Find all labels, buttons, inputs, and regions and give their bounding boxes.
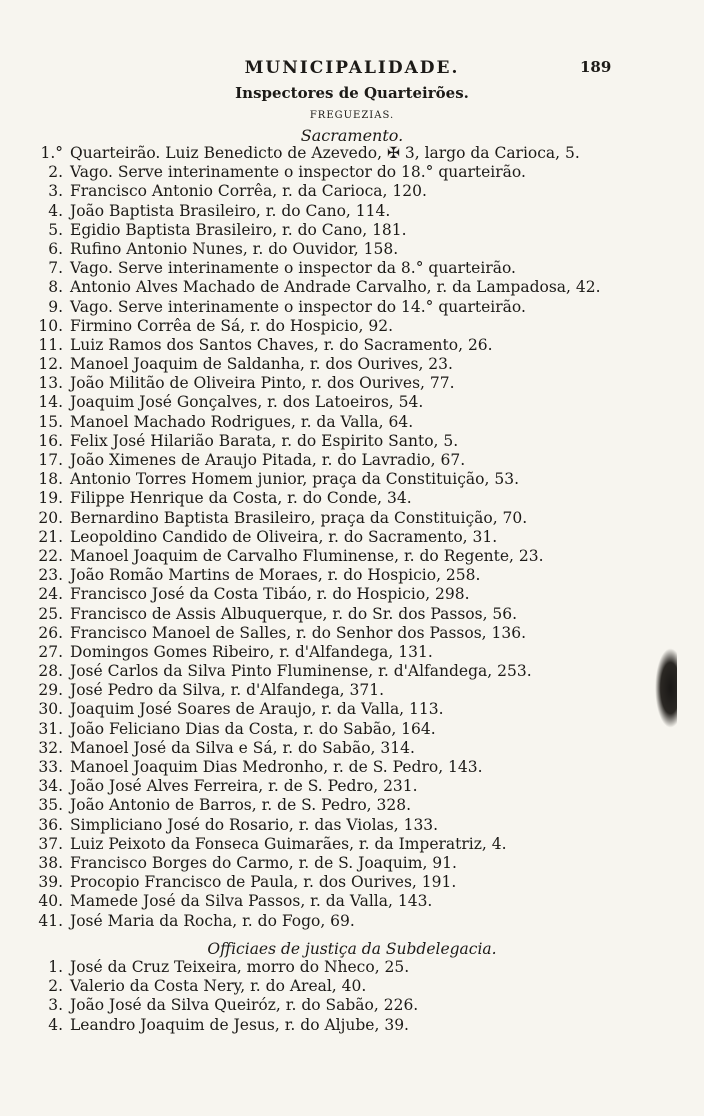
list-item — [30, 259, 680, 278]
entry-text: Antonio Torres Homem junior, praça da Constituição, 53. — [70, 470, 519, 489]
entry-text: João José da Silva Queiróz, r. do Sabão, 226. — [70, 996, 419, 1015]
entry-number: 34. — [38, 777, 63, 796]
entry-text: Francisco Borges do Carmo, r. de S. Joaquim, 91. — [70, 853, 457, 872]
list-item — [30, 182, 680, 201]
entry-text: Manoel José da Silva e Sá, r. do Sabão, 314. — [70, 738, 415, 757]
entry-number: 4. — [48, 1015, 63, 1034]
page-header-title: MUNICIPALIDADE. — [244, 58, 460, 78]
entry-text: Bernardino Baptista Brasileiro, praça da Constituição, 70. — [70, 508, 528, 527]
entry-text: Domingos Gomes Ribeiro, r. d'Alfandega, 131. — [70, 642, 433, 661]
entry-text: Joaquim José Gonçalves, r. dos Latoeiros, 54. — [70, 393, 424, 412]
entry-text: João Antonio de Barros, r. de S. Pedro, 328. — [70, 796, 412, 815]
entry-number: 36. — [38, 815, 63, 834]
list-item — [30, 912, 680, 931]
entry-number: 23. — [38, 566, 63, 585]
page-number: 189 — [580, 58, 612, 76]
parish-title: Sacramento. — [300, 126, 404, 145]
entry-text: José Maria da Rocha, r. do Fogo, 69. — [70, 911, 355, 930]
entry-number: 18. — [38, 470, 63, 489]
list-item — [30, 336, 680, 355]
entry-number: 22. — [38, 546, 63, 565]
entry-number: 13. — [38, 374, 63, 393]
list-item — [30, 355, 680, 374]
list-item — [30, 835, 680, 854]
list-item — [30, 585, 680, 604]
entry-text: Manoel Joaquim de Saldanha, r. dos Ourives, 23. — [70, 355, 453, 374]
entry-number: 2. — [48, 977, 63, 996]
entry-number: 5. — [48, 220, 63, 239]
list-item — [30, 451, 680, 470]
list-item — [30, 739, 680, 758]
list-item — [30, 317, 680, 336]
entry-number: 20. — [38, 508, 63, 527]
entry-number: 6. — [48, 239, 63, 258]
entry-text: Manoel Machado Rodrigues, r. da Valla, 64. — [70, 412, 414, 431]
list-item — [30, 643, 680, 662]
entry-number: 3. — [48, 182, 63, 201]
entry-number: 1.° — [40, 144, 63, 162]
list-item — [30, 605, 680, 624]
entry-text: Procopio Francisco de Paula, r. dos Ourives, 191. — [70, 873, 457, 892]
entry-text: Francisco Manoel de Salles, r. do Senhor dos Passos, 136. — [70, 623, 527, 642]
entry-text: Rufino Antonio Nunes, r. do Ouvidor, 158. — [70, 239, 399, 258]
list-item — [30, 221, 680, 240]
list-item — [30, 432, 680, 451]
entry-number: 3. — [48, 996, 63, 1015]
entry-number: 32. — [38, 738, 63, 757]
list-item — [30, 777, 680, 796]
list-item — [30, 958, 680, 977]
list-item — [30, 996, 680, 1015]
entry-number: 41. — [38, 911, 63, 930]
entry-text: Francisco José da Costa Tibáo, r. do Hospicio, 298. — [70, 585, 470, 604]
entry-text: João Baptista Brasileiro, r. do Cano, 114. — [70, 201, 391, 220]
entry-text: José Pedro da Silva, r. d'Alfandega, 371. — [70, 681, 385, 700]
entry-number: 37. — [38, 834, 63, 853]
section-title: Inspectores de Quarteirões. — [235, 84, 469, 102]
list-item — [30, 202, 680, 221]
entry-number: 25. — [38, 604, 63, 623]
entry-number: 12. — [38, 355, 63, 374]
entry-text: José Carlos da Silva Pinto Fluminense, r. d'Alfandega, 253. — [70, 662, 532, 681]
list-item — [30, 470, 680, 489]
list-item — [30, 489, 680, 508]
entry-number: 40. — [38, 892, 63, 911]
list-item — [30, 624, 680, 643]
entry-number: 8. — [48, 278, 63, 297]
entry-text: Egidio Baptista Brasileiro, r. do Cano, 181. — [70, 220, 407, 239]
officials-heading: Officiaes de justiça da Subdelegacia. — [207, 940, 497, 958]
entry-text: Vago. Serve interinamente o inspector do 14.° quarteirão. — [70, 297, 526, 316]
entry-text: João Ximenes de Araujo Pitada, r. do Lavradio, 67. — [70, 451, 466, 469]
list-item — [30, 528, 680, 547]
entry-text: Firmino Corrêa de Sá, r. do Hospicio, 92. — [70, 316, 394, 335]
section-subtitle: FREGUEZIAS. — [309, 110, 395, 121]
list-item — [30, 393, 680, 412]
entry-text: Joaquim José Soares de Araujo, r. da Valla, 113. — [70, 700, 444, 719]
entry-text: Quarteirão. Luiz Benedicto de Azevedo, ✠ 3, largo da Carioca, 5. — [70, 144, 580, 162]
list-item — [30, 1016, 680, 1035]
entry-text: Vago. Serve interinamente o inspector do 18.° quarteirão. — [70, 163, 526, 182]
list-item — [30, 298, 680, 317]
entry-number: 29. — [38, 681, 63, 700]
list-item — [30, 509, 680, 528]
entry-text: Francisco de Assis Albuquerque, r. do Sr. dos Passos, 56. — [70, 604, 518, 623]
inspectors-list — [30, 144, 680, 931]
list-item — [30, 144, 680, 163]
list-item — [30, 720, 680, 739]
list-item — [30, 854, 680, 873]
entry-number: 19. — [38, 489, 63, 508]
entry-number: 11. — [38, 335, 63, 354]
entry-number: 26. — [38, 623, 63, 642]
entry-number: 27. — [38, 642, 63, 661]
entry-number: 33. — [38, 758, 63, 776]
list-item — [30, 163, 680, 182]
list-item — [30, 700, 680, 719]
entry-number: 24. — [38, 585, 63, 604]
entry-text: Leandro Joaquim de Jesus, r. do Aljube, 39. — [70, 1015, 409, 1034]
entry-number: 39. — [38, 873, 63, 892]
entry-text: Luiz Peixoto da Fonseca Guimarães, r. da Imperatriz, 4. — [70, 834, 507, 853]
entry-number: 1. — [48, 958, 63, 976]
list-item — [30, 892, 680, 911]
entry-text: Francisco Antonio Corrêa, r. da Carioca, 120. — [70, 182, 427, 201]
list-item — [30, 796, 680, 815]
list-item — [30, 278, 680, 297]
entry-text: João Militão de Oliveira Pinto, r. dos Ourives, 77. — [70, 374, 455, 393]
entry-number: 31. — [38, 719, 63, 738]
entry-text: Valerio da Costa Nery, r. do Areal, 40. — [70, 977, 367, 996]
page-edge-mark — [655, 648, 677, 728]
entry-text: João José Alves Ferreira, r. de S. Pedro, 231. — [70, 777, 418, 796]
list-item — [30, 977, 680, 996]
list-item — [30, 816, 680, 835]
list-item — [30, 873, 680, 892]
entry-number: 17. — [38, 451, 63, 469]
entry-text: Simpliciano José do Rosario, r. das Violas, 133. — [70, 815, 439, 834]
entry-text: Vago. Serve interinamente o inspector da 8.° quarteirão. — [70, 259, 516, 278]
entry-text: João Feliciano Dias da Costa, r. do Sabão, 164. — [70, 719, 436, 738]
entry-text: Filippe Henrique da Costa, r. do Conde, 34. — [70, 489, 412, 508]
entry-number: 30. — [38, 700, 63, 719]
entry-number: 21. — [38, 527, 63, 546]
entry-number: 38. — [38, 853, 63, 872]
list-item — [30, 566, 680, 585]
entry-text: José da Cruz Teixeira, morro do Nheco, 25. — [70, 958, 410, 976]
entry-text: Mamede José da Silva Passos, r. da Valla, 143. — [70, 892, 433, 911]
list-item — [30, 374, 680, 393]
entry-number: 4. — [48, 201, 63, 220]
entry-text: Manoel Joaquim Dias Medronho, r. de S. Pedro, 143. — [70, 758, 483, 776]
entry-text: João Romão Martins de Moraes, r. do Hospicio, 258. — [70, 566, 481, 585]
list-item — [30, 681, 680, 700]
entry-text: Manoel Joaquim de Carvalho Fluminense, r. do Regente, 23. — [70, 546, 544, 565]
entry-number: 16. — [38, 431, 63, 450]
entry-text: Antonio Alves Machado de Andrade Carvalho, r. da Lampadosa, 42. — [70, 278, 601, 297]
entry-text: Luiz Ramos dos Santos Chaves, r. do Sacramento, 26. — [70, 335, 493, 354]
entry-number: 15. — [38, 412, 63, 431]
entry-number: 14. — [38, 393, 63, 412]
list-item — [30, 758, 680, 777]
entry-number: 10. — [38, 316, 63, 335]
entry-number: 28. — [38, 662, 63, 681]
list-item — [30, 240, 680, 259]
entry-number: 35. — [38, 796, 63, 815]
entry-number: 7. — [48, 259, 63, 278]
list-item — [30, 662, 680, 681]
entry-text: Leopoldino Candido de Oliveira, r. do Sacramento, 31. — [70, 527, 498, 546]
officials-list — [30, 958, 680, 1035]
entry-text: Felix José Hilarião Barata, r. do Espirito Santo, 5. — [70, 431, 459, 450]
entry-number: 9. — [48, 297, 63, 316]
entry-number: 2. — [48, 163, 63, 182]
list-item — [30, 547, 680, 566]
list-item — [30, 413, 680, 432]
